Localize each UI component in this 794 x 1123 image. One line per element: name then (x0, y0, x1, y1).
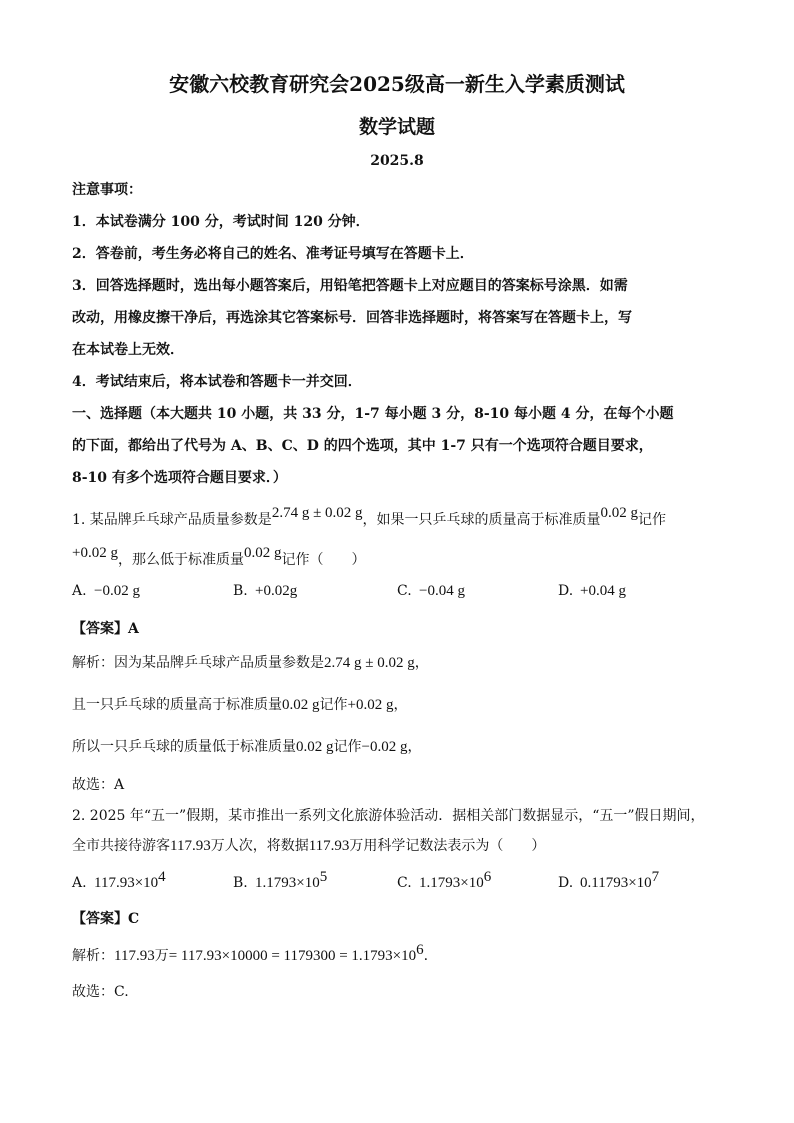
q2-option-a (72, 869, 166, 893)
option-value: +0.02g (255, 583, 298, 599)
q1-option-d (558, 581, 626, 601)
option-exponent: 7 (651, 869, 660, 885)
q1-option-a (72, 581, 140, 601)
solution-text: . (423, 948, 429, 964)
section-heading: 一、选择题（本大题共 10 小题，共 33 分，1-7 每小题 3 分，8-10 每小题 4 分，在每个小题 (72, 406, 674, 422)
question-2-stem-cont (72, 836, 545, 856)
q1-option-b (233, 581, 297, 601)
q1-solution-line (72, 737, 421, 757)
option-exponent: 5 (319, 869, 328, 885)
q1-math: 0.02 g (600, 505, 639, 521)
option-value: 1.1793×10 (255, 875, 320, 891)
q1-solution-line (72, 653, 429, 673)
option-exponent: 4 (158, 869, 166, 885)
solution-exponent: 6 (416, 942, 424, 958)
q1-math: 0.02 g (243, 545, 282, 561)
note-item: 在本试卷上无效． (72, 342, 184, 358)
option-letter: D. (558, 875, 574, 891)
solution-text: ， (407, 739, 422, 755)
q1-math: +0.02 g (72, 545, 118, 561)
q2-text: 万人次，将数据 (210, 838, 309, 854)
note-item: 3．回答选择题时，选出每小题答案后，用铅笔把答题卡上对应题目的答案标号涂黑．如需 (72, 278, 628, 294)
solution-math: 2.74 g ± 0.02 g (324, 655, 415, 671)
option-letter: A. (72, 875, 87, 891)
q2-answer: 【答案】C (72, 911, 140, 927)
section-heading: 8-10 有多个选项符合题目要求．） (72, 470, 287, 486)
solution-text: 解析：因为某品牌乒乓球产品质量参数是 (72, 655, 324, 671)
q2-math: 117.93 (308, 838, 350, 854)
q2-choice: 故选：C. (72, 984, 129, 1000)
option-value: 1.1793×10 (419, 875, 484, 891)
option-value: −0.04 g (419, 583, 465, 599)
option-value: 0.11793×10 (580, 875, 652, 891)
note-item: 改动，用橡皮擦干净后，再选涂其它答案标号．回答非选择题时，将答案写在答题卡上，写 (72, 310, 632, 326)
q1-text: ，如果一只乒乓球的质量高于标准质量 (362, 512, 601, 528)
option-value: 117.93×10 (94, 875, 159, 891)
solution-text: 记作 (319, 697, 348, 713)
q2-option-b (233, 869, 328, 893)
solution-text: ， (414, 655, 429, 671)
q1-math: 2.74 g ± 0.02 g (271, 505, 363, 521)
option-letter: A. (72, 583, 87, 599)
q2-option-d (558, 869, 660, 893)
q2-text: 全市共接待游客 (72, 838, 170, 854)
section-heading: 的下面，都给出了代号为 A、B、C、D 的四个选项，其中 1-7 只有一个选项符合题目要求， (72, 438, 653, 454)
solution-math: 0.02 g (296, 739, 334, 755)
solution-math: +0.02 g (347, 697, 394, 713)
note-item: 2．答卷前，考生务必将自己的姓名、准考证号填写在答题卡上． (72, 246, 474, 262)
option-exponent: 6 (483, 869, 492, 885)
q1-choice: 故选：A (72, 777, 125, 793)
q2-option-c (397, 869, 492, 893)
question-1-stem (72, 503, 666, 530)
solution-text: 解析： (72, 948, 114, 964)
q1-solution-line (72, 695, 407, 715)
q1-text: 记作 (638, 512, 667, 528)
q2-text: 万用科学记数法表示为（ ） (349, 838, 546, 854)
q1-text: 记作（ ） (281, 552, 366, 568)
q1-answer: 【答案】A (72, 621, 139, 637)
solution-math: = 117.93×10000 = 1179300 = 1.1793×10 (168, 948, 417, 964)
q1-option-c (397, 581, 465, 601)
option-letter: C. (397, 875, 412, 891)
solution-math: 0.02 g (282, 697, 320, 713)
question-2-stem: 2. 2025 年“五一”假期，某市推出一系列文化旅游体验活动．据相关部门数据显示，“五一”假日期间， (72, 808, 705, 824)
exam-date: 2025.8 (370, 153, 424, 169)
q2-math: 117.93 (170, 838, 211, 854)
notes-heading: 注意事项： (72, 182, 142, 198)
solution-text: 记作 (333, 739, 362, 755)
option-value: −0.02 g (94, 583, 140, 599)
option-letter: D. (558, 583, 574, 599)
option-letter: B. (233, 583, 248, 599)
solution-text: 万 (154, 948, 169, 964)
solution-math: 117.93 (114, 948, 155, 964)
solution-math: −0.02 g (361, 739, 408, 755)
solution-text: 所以一只乒乓球的质量低于标准质量 (72, 739, 296, 755)
option-letter: B. (233, 875, 248, 891)
q2-solution-line (72, 942, 429, 966)
q1-text: ，那么低于标准质量 (117, 552, 244, 568)
solution-text: 且一只乒乓球的质量高于标准质量 (72, 697, 282, 713)
option-letter: C. (397, 583, 412, 599)
note-item: 1．本试卷满分 100 分，考试时间 120 分钟． (72, 214, 370, 230)
option-value: +0.04 g (580, 583, 626, 599)
question-1-stem-cont (72, 543, 365, 570)
exam-subtitle: 数学试题 (358, 116, 435, 138)
note-item: 4．考试结束后，将本试卷和答题卡一并交回． (72, 374, 362, 390)
q1-text: 1. 某品牌乒乓球产品质量参数是 (72, 512, 272, 528)
exam-title: 安徽六校教育研究会2025级高一新生入学素质测试 (169, 72, 625, 96)
solution-text: ， (393, 697, 408, 713)
